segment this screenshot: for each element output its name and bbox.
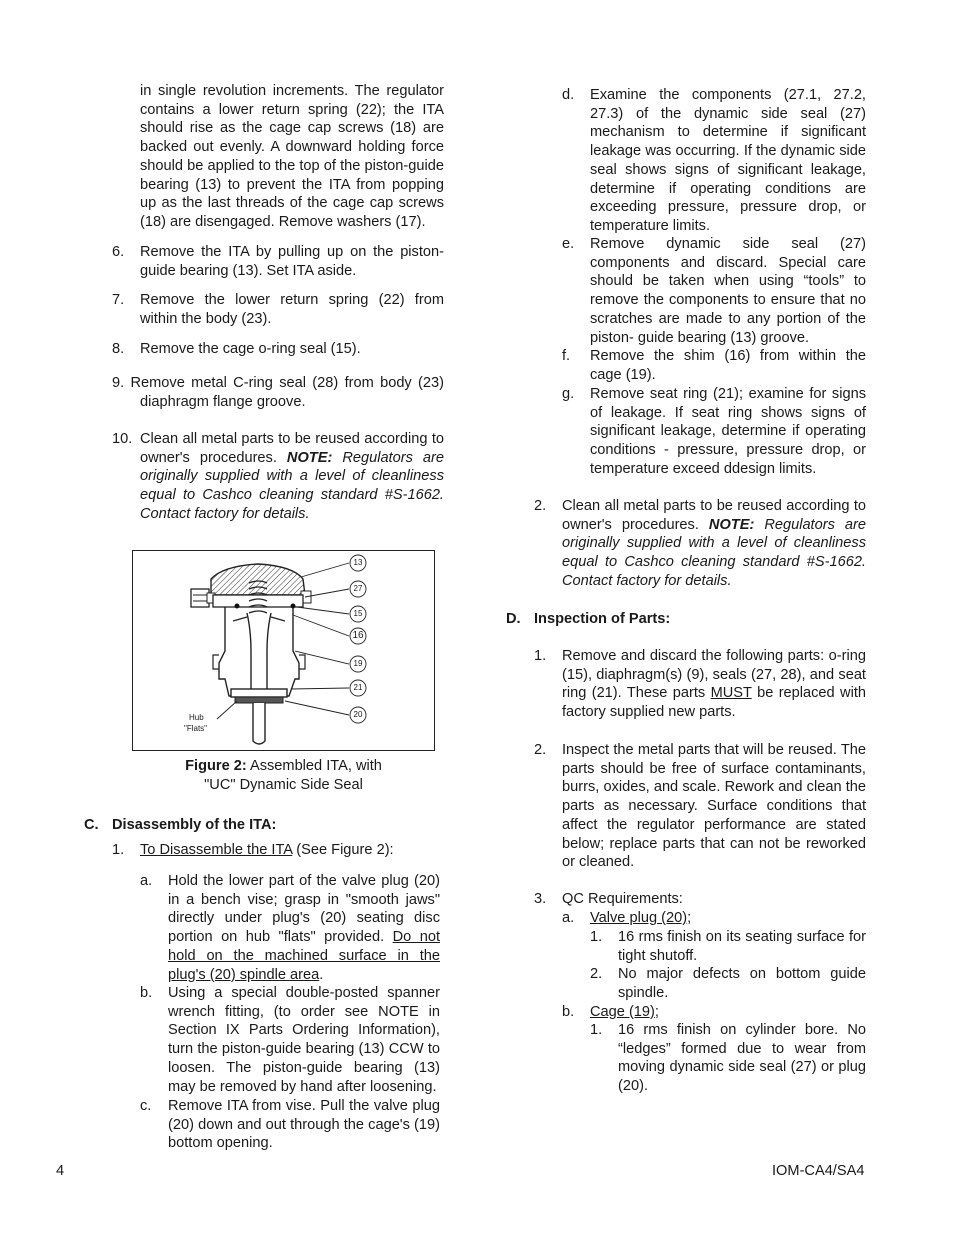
figure-caption: Figure 2: Assembled ITA, with "UC" Dynamic Side Seal [185,758,382,793]
section-d-item-2: 2. Inspect the metal parts that will be reused. The parts should be free of surface contaminants, burrs, oxides, and scale. Rework and clean the parts as necessary. Surface conditions that affect the regulator performance are stated below; replace parts that can not be reworked or cleaned. [534,742,866,871]
section-c-heading: C. Disassembly of the ITA: [84,817,277,833]
list-item-8: 8. Remove the cage o-ring seal (15). [112,341,361,357]
qc-a-item-1: 1. 16 rms finish on its seating surface for tight shutoff. [590,929,866,964]
section-d-item-1: 1. Remove and discard the following parts: o-ring (15), diaphragm(s) (9), seals (27, 28), and seat ring (21). These parts MUST be replaced with factory supplied new parts. [534,648,866,721]
document-id: IOM-CA4/SA4 [772,1163,865,1179]
section-d-item-3: 3. QC Requirements: [534,891,683,907]
hub-label: Hub [189,713,204,722]
section-d-heading: D. Inspection of Parts: [506,611,671,627]
list-item-9: 9. Remove metal C-ring seal (28) from body (23) diaphragm flange groove. [112,375,444,410]
callout-19: 19 [353,659,363,668]
note-label: NOTE: [286,449,333,466]
list-item-10: 10. Clean all metal parts to be reused according to owner's procedures. NOTE: Regulators are originally supplied with a level of cleanliness equal to Cashco cleaning standard #S-1662. Contact factory for details. [112,431,444,522]
left-intro-paragraph: in single revolution increments. The regulator contains a lower return spring (22); the ITA should rise as the cage cap screws (18) are backed out evenly. A downward holding force should be applied to the top of the piston-guide bearing (13) to prevent the ITA from popping up as the last threads of the cage cap screws (18) are disengaged. Remove washers (17). [140,83,444,230]
figure-2-assembled-ita [132,550,435,751]
section-c-sub-a: a. Hold the lower part of the valve plug (20) in a bench vise; grasp in "smooth jaws" directly under plug's (20) seating disc portion on hub "flats" provided. Do not hold on the machined surface in the plug's (20) spindle area. [140,873,440,983]
ita-drawing [133,551,434,750]
list-item-7: 7. Remove the lower return spring (22) from within the body (23). [112,292,444,327]
section-c-sub-c: c. Remove ITA from vise. Pull the valve plug (20) down and out through the cage's (19) bottom opening. [140,1098,440,1152]
list-item-6: 6. Remove the ITA by pulling up on the piston-guide bearing (13). Set ITA aside. [112,244,444,279]
section-c-item-1: 1. To Disassemble the ITA (See Figure 2): [112,842,394,858]
right-sub-d: d. Examine the components (27.1, 27.2, 27.3) of the dynamic side seal (27) mechanism to determine if significant leakage was occurring. If the dynamic side seal shows signs of significant leakage, determine if operating conditions are exceeding pressure, pressure drop, or temperature limits. [562,87,866,234]
qc-sub-a: a. Valve plug (20); [562,910,692,926]
right-sub-f: f. Remove the shim (16) from within the cage (19). [562,348,866,383]
qc-a-item-2: 2. No major defects on bottom guide spindle. [590,966,866,1001]
right-item-2: 2. Clean all metal parts to be reused according to owner's procedures. NOTE: Regulators are originally supplied with a level of cleanliness equal to Cashco cleaning standard #S-1662. Contact factory for details. [534,498,866,589]
note-label: NOTE: [708,516,755,533]
callout-27: 27 [353,584,363,593]
callout-16: 16 [352,630,364,641]
qc-b-item-1: 1. 16 rms finish on cylinder bore. No “ledges” formed due to wear from moving dynamic side seal (27) or plug (20). [590,1022,866,1095]
page-number: 4 [56,1163,65,1179]
callout-21: 21 [353,683,363,692]
callout-13: 13 [353,558,363,567]
flats-label: "Flats" [184,724,208,733]
callout-15: 15 [353,609,363,618]
disassemble-link: To Disassemble the ITA [140,842,293,858]
callout-20: 20 [353,710,363,719]
qc-sub-b: b. Cage (19); [562,1004,659,1020]
section-c-sub-b: b. Using a special double-posted spanner wrench fitting, (to order see NOTE in Section IX Parts Ordering Information), turn the piston-guide bearing (13) CCW to loosen. The piston-guide bearing (13) may be removed by hand after loosening. [140,985,440,1095]
right-sub-g: g. Remove seat ring (21); examine for signs of leakage. If seat ring shows signs of significant leakage, determine if operating conditions - pressure, pressure drop, or temperature exceed ddesign limits. [562,386,866,477]
right-sub-e: e. Remove dynamic side seal (27) components and discard. Special care should be taken when using “tools” to remove the components to ensure that no scratches are made to any portion of the piston- guide bearing (13) groove. [562,236,866,346]
